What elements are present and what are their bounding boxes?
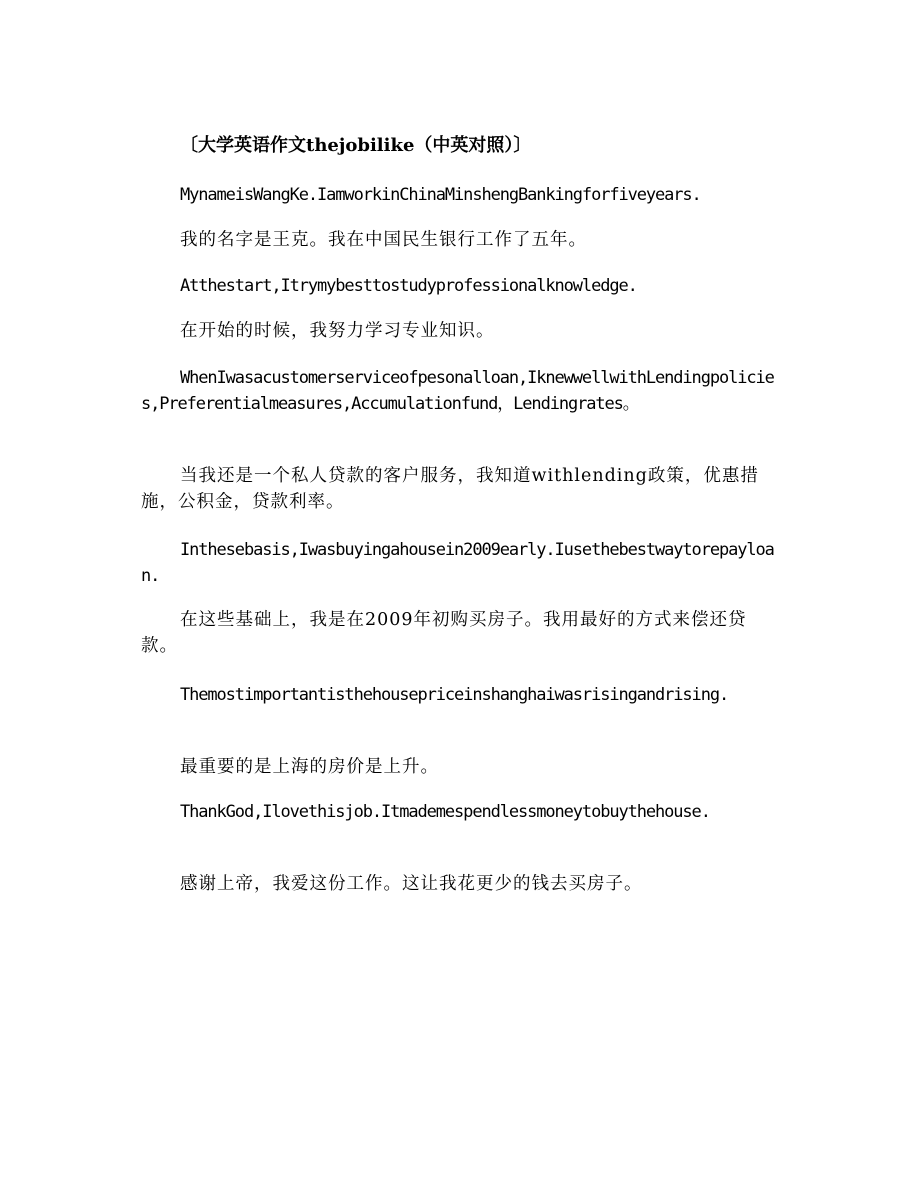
paragraph-cn-3: 当我还是一个私人贷款的客户服务，我知道withlending政策，优惠措施，公积金，贷款利率。 <box>141 466 759 512</box>
paragraph-en-5: Themostimportantisthehousepriceinshanghaiwasrisingandrising. <box>180 685 729 705</box>
paragraph-en-1: MynameisWangKe.IamworkinChinaMinshengBankingforfiveyears. <box>180 185 701 205</box>
paragraph-cn-4: 在这些基础上，我是在2009年初购买房子。我用最好的方式来偿还贷款。 <box>141 610 747 656</box>
paragraph-cn-2: 在开始的时候，我努力学习专业知识。 <box>180 321 495 341</box>
paragraph-en-3: WhenIwasacustomerserviceofpesonalloan,IknewwellwithLendingpolicies,Preferentialmeasures,Accumulationfund，Lendingrates。 <box>141 368 774 414</box>
paragraph-en-6: ThankGod,Ilovethisjob.Itmademespendlessmoneytobuythehouse. <box>180 802 710 822</box>
document-title: 〔大学英语作文thejobilike（中英对照）〕 <box>180 135 532 156</box>
paragraph-cn-1: 我的名字是王克。我在中国民生银行工作了五年。 <box>180 230 587 250</box>
paragraph-cn-6: 感谢上帝，我爱这份工作。这让我花更少的钱去买房子。 <box>180 874 643 894</box>
paragraph-en-4: Inthesebasis,Iwasbuyingahousein2009early.Iusethebestwaytorepayloan. <box>141 540 774 586</box>
paragraph-en-2: Atthestart,Itrymybesttostudyprofessionalknowledge. <box>180 276 637 296</box>
paragraph-cn-5: 最重要的是上海的房价是上升。 <box>180 757 439 777</box>
